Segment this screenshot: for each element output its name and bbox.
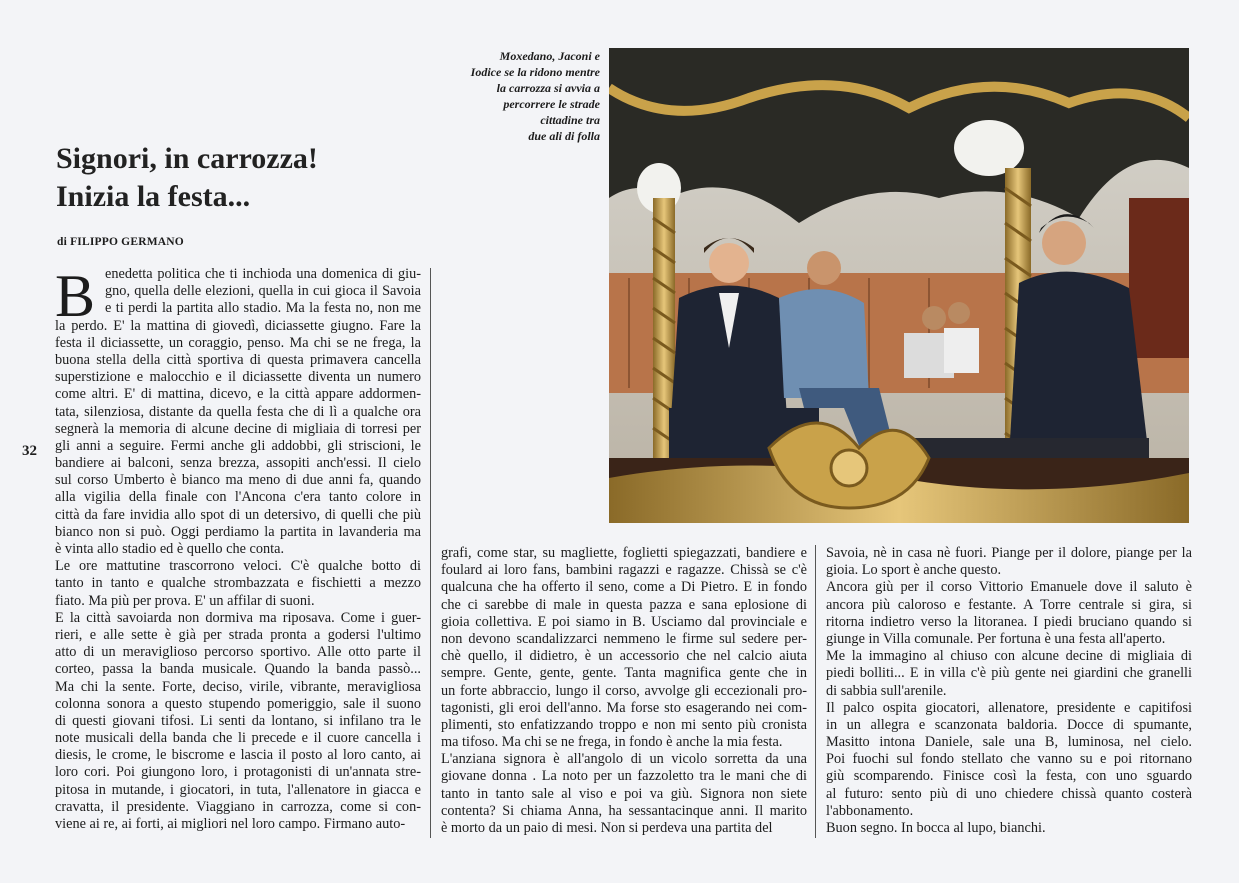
text-line: di sabbia sull'arenile. (826, 682, 947, 699)
text-line: rieri, e alle sette è già per strada pronta a godersi l'ultimo (55, 626, 421, 643)
text-line: plimenti, sto enfatizzando troppo e non mi sento più cronista (441, 716, 807, 733)
text-line: Le ore mattutine trascorrono veloci. C'è qualche botto di (55, 558, 421, 575)
text-line: atto di un meraviglioso percorso sportivo. Alle otto parte il (55, 644, 421, 661)
photo-caption (440, 48, 600, 144)
text-line: Masitto intona Daniele, sale una B, luminosa, nel cielo. (826, 734, 1192, 751)
text-line: note musicali della banda che li precede e il cuore cancella i (55, 730, 421, 747)
text-line: foulard ai loro fans, bambini ragazzi e ragazze. Chissà se c'è (441, 562, 807, 579)
caption-line: Iodice se la ridono mentre (470, 65, 600, 79)
text-line: è morto da un paio di mesi. Non si perdeva una partita del (441, 820, 773, 836)
text-line: in un allegra e scanzonata baldoria. Docce di spumante, (826, 716, 1192, 733)
text-line: enedetta politica che ti inchioda una domenica di giu- (105, 266, 421, 282)
text-line: sempre. Gente, gente, gente. Tanta magnifica gente che in (441, 665, 807, 682)
text-line: giunge in Villa comunale. Per fortuna è una festa all'aperto. (826, 630, 1166, 647)
text-line: grafi, come star, su magliette, foglietti spiegazzati, bandiere e (441, 545, 807, 561)
text-line: non devono scandalizzarci nemmeno le firme sul sedere per- (441, 630, 807, 647)
text-line: viene ai re, ai forti, ai migliori nel loro campo. Firmano auto- (55, 816, 406, 832)
text-line: come altri. E' di mattina, dicevo, e la città appare addormen- (55, 386, 421, 403)
text-line: Poi fuochi sul fondo stellato che vanno su e poi ritornano (826, 751, 1192, 768)
text-line: colonna sonora a questo stupendo pomeriggio, sale il suono (55, 695, 421, 712)
text-line: superstizione e malocchio e il diciassette diventa un numero (55, 369, 421, 386)
text-line: bianco non si può. Oggi perdiamo la partita in lavanderia ma (55, 523, 421, 540)
caption-line: la carrozza si avvia a (496, 81, 600, 95)
caption-line: Moxedano, Jaconi e (499, 49, 600, 63)
carriage-photo-image (609, 48, 1189, 523)
title-line-1: Signori, in carrozza! (56, 142, 318, 175)
text-line: gioia. Lo sport è anche questo. (826, 562, 1002, 579)
text-line: gno, quella delle elezioni, quella in cui gioca il Savoia (105, 283, 421, 300)
text-column-1 (55, 263, 421, 833)
text-line: ritorna indietro verso la litoranea. I piedi bruciano quando si (826, 613, 1192, 630)
text-line: l'abbonamento. (826, 802, 914, 819)
text-line: diesis, le crome, le biscrome e lascia il posto al loro canto, ai (55, 747, 421, 764)
text-line: sul corso Umberto è bianco ma meno di due anni fa, quando (55, 472, 421, 489)
text-line: gli anni a seguire. Fermi anche gli addobbi, gli striscioni, le (55, 437, 421, 454)
text-line: un forte abbraccio, lungo il corso, avvolge gli eccezionali pro- (441, 682, 807, 699)
byline: di FILIPPO GERMANO (57, 236, 184, 248)
drop-cap: B (55, 263, 96, 329)
text-line: la perdo. E' la mattina di giovedì, diciassette giugno. Fare la (55, 317, 421, 334)
text-line: buona stella della città sportiva di questa primavera cancella (55, 351, 421, 368)
text-line: tanto in tanto sale al viso e poi va giù. Signora non siete (441, 785, 807, 802)
text-column-3 (826, 545, 1192, 837)
text-line: tata, silenziosa, distante da quella festa che di lì a qualche ora (55, 403, 421, 420)
caption-line: percorrere le strade (503, 97, 600, 111)
text-line: L'anziana signora è all'angolo di un vicolo sorretta da una (441, 751, 807, 768)
text-line: corteo, passa la banda musicale. Quando la banda passò... (55, 661, 421, 678)
text-line: tagonisti, gli eroi dell'anno. Ma forse sto esagerando nei com- (441, 699, 807, 716)
text-line: chè quello, il didietro, è un accessorio che nel calcio aiuta (441, 648, 807, 665)
text-line: di questi giovani tifosi. Li senti da lontano, si infilano tra le (55, 712, 421, 729)
text-column-2 (441, 545, 807, 837)
text-line: bandiere ai balconi, senza brezza, assopiti anch'essi. Il cielo (55, 455, 421, 472)
text-line: giù scomparendo. Finisce così la festa, con uno sguardo (826, 768, 1192, 785)
text-line: città da fare invidia allo spot di un detersivo, di quelli che più (55, 506, 421, 523)
page-number: 32 (22, 443, 37, 459)
caption-line: due ali di folla (528, 129, 600, 143)
text-line: è vinta allo stadio ed è quello che conta. (55, 541, 285, 557)
text-line: alla vigilia della finale con l'Ancona c'era tanto colore in (55, 489, 421, 506)
text-line: Me la immagino al chiuso con alcune decine di migliaia di (826, 648, 1192, 665)
text-line: al futuro: sento più di uno chiedere chissà quanto costerà (826, 785, 1192, 802)
text-line: Ma chi la sente. Forte, deciso, virile, vibrante, meravigliosa (55, 678, 421, 695)
text-line: Savoia, nè in casa nè fuori. Piange per il dolore, piange per la (826, 545, 1192, 561)
text-line: Buon segno. In bocca al lupo, bianchi. (826, 820, 1046, 836)
text-line: e ti perdi la partita allo stadio. Ma la festa no, non me (105, 300, 421, 317)
text-line: loro cori. Poi giungono loro, i protagonisti di un'annata stre- (55, 764, 421, 781)
column-divider (430, 268, 431, 838)
text-line: fiato. Ma più per prova. E' un affilar di suoni. (55, 592, 315, 609)
text-line: cravatta, il presidente. Viaggiano in carrozza, come si con- (55, 798, 421, 815)
text-line: contenta? Si chiama Anna, ha sessantacinque anni. Il marito (441, 802, 807, 819)
text-line: qualcuna che ha offerto il seno, come a Di Pietro. E in fondo (441, 579, 807, 596)
text-line: gioia collettiva. E poi siamo in B. Usciamo dal provinciale e (441, 613, 807, 630)
column-divider (815, 545, 816, 838)
text-line: Ancora giù per il corso Vittorio Emanuele dove il saluto è (826, 579, 1192, 596)
caption-line: cittadine tra (540, 113, 600, 127)
text-line: tanto in tanto e qualche strombazzata e fischietti a mezzo (55, 575, 421, 592)
text-line: Il palco ospita giocatori, allenatore, presidente e capitifosi (826, 699, 1192, 716)
text-line: pitosa in mutande, i giocatori, in tuta, l'allenatore in giacca e (55, 781, 421, 798)
article-title (56, 140, 416, 216)
text-line: che ci sarebbe di male in questa pazza e sana eplosione di (441, 596, 807, 613)
text-line: festa il diciassette, un coraggio, penso. Ma chi se ne frega, la (55, 334, 421, 351)
text-line: segnerà la memoria di alcune decine di migliaia di torresi per (55, 420, 421, 437)
text-line: piedi bolliti... E in villa c'è più gente nei giardini che granelli (826, 665, 1192, 682)
text-line: ma tifoso. Ma chi se ne frega, in fondo è anche la mia festa. (441, 734, 783, 751)
text-line: E la città savoiarda non dormiva ma riposava. Come i guer- (55, 609, 421, 626)
carriage-photo (609, 48, 1189, 523)
title-line-2: Inizia la festa... (56, 180, 251, 213)
text-line: ancora più caloroso e festante. A Torre centrale si gira, si (826, 596, 1192, 613)
text-line: giovane donna . La noto per un fazzoletto tra le mani che di (441, 768, 807, 785)
